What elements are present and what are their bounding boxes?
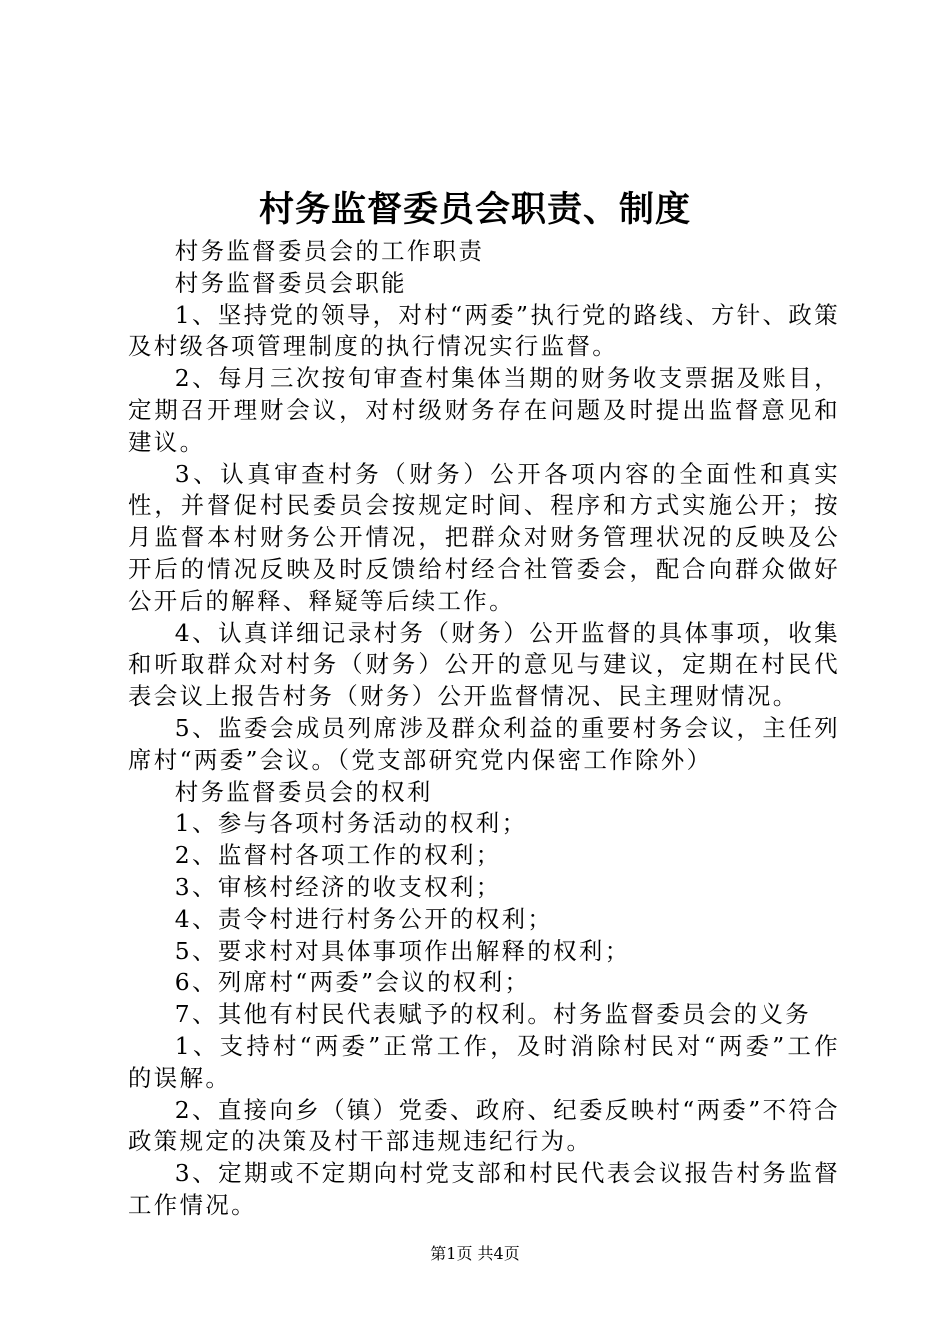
paragraph: 6、列席村“两委”会议的权利； xyxy=(174,968,531,997)
paragraph: 1、坚持党的领导，对村“两委”执行党的路线、方针、政策及村级各项管理制度的执行情况实行监督。 xyxy=(128,300,840,361)
document-body xyxy=(128,236,840,1222)
paragraph: 1、支持村“两委”正常工作，及时消除村民对“两委”工作的误解。 xyxy=(128,1031,840,1092)
paragraph: 2、直接向乡（镇）党委、政府、纪委反映村“两委”不符合政策规定的决策及村干部违规违纪行为。 xyxy=(128,1095,840,1156)
paragraph: 村务监督委员会职能 xyxy=(174,268,407,297)
paragraph: 5、要求村对具体事项作出解释的权利； xyxy=(174,936,631,965)
paragraph: 村务监督委员会的权利 xyxy=(174,777,433,806)
paragraph: 2、监督村各项工作的权利； xyxy=(174,841,502,870)
paragraph: 2、每月三次按旬审查村集体当期的财务收支票据及账目，定期召开理财会议，对村级财务存在问题及时提出监督意见和建议。 xyxy=(128,364,840,456)
paragraph: 4、认真详细记录村务（财务）公开监督的具体事项，收集和听取群众对村务（财务）公开的意见与建议，定期在村民代表会议上报告村务（财务）公开监督情况、民主理财情况。 xyxy=(128,618,840,711)
document-title: 村务监督委员会职责、制度 xyxy=(258,189,691,230)
paragraph: 村务监督委员会的工作职责 xyxy=(174,237,485,265)
page-footer: 第1页 共4页 xyxy=(430,1244,520,1263)
paragraph: 3、认真审查村务（财务）公开各项内容的全面性和真实性，并督促村民委员会按规定时间、程序和方式实施公开；按月监督本村财务公开情况，把群众对财务管理状况的反映及公开后的情况反映及时反馈给村经合社管委会，配合向群众做好公开后的解释、释疑等后续工作。 xyxy=(128,459,840,615)
paragraph: 4、责令村进行村务公开的权利； xyxy=(174,904,554,933)
paragraph: 7、其他有村民代表赋予的权利。村务监督委员会的义务 xyxy=(174,1000,812,1029)
paragraph: 1、参与各项村务活动的权利； xyxy=(174,809,528,838)
paragraph: 5、监委会成员列席涉及群众利益的重要村务会议，主任列席村“两委”会议。（党支部研究党内保密工作除外） xyxy=(128,713,840,774)
paragraph: 3、审核村经济的收支权利； xyxy=(174,872,502,901)
paragraph: 3、定期或不定期向村党支部和村民代表会议报告村务监督工作情况。 xyxy=(128,1159,840,1219)
